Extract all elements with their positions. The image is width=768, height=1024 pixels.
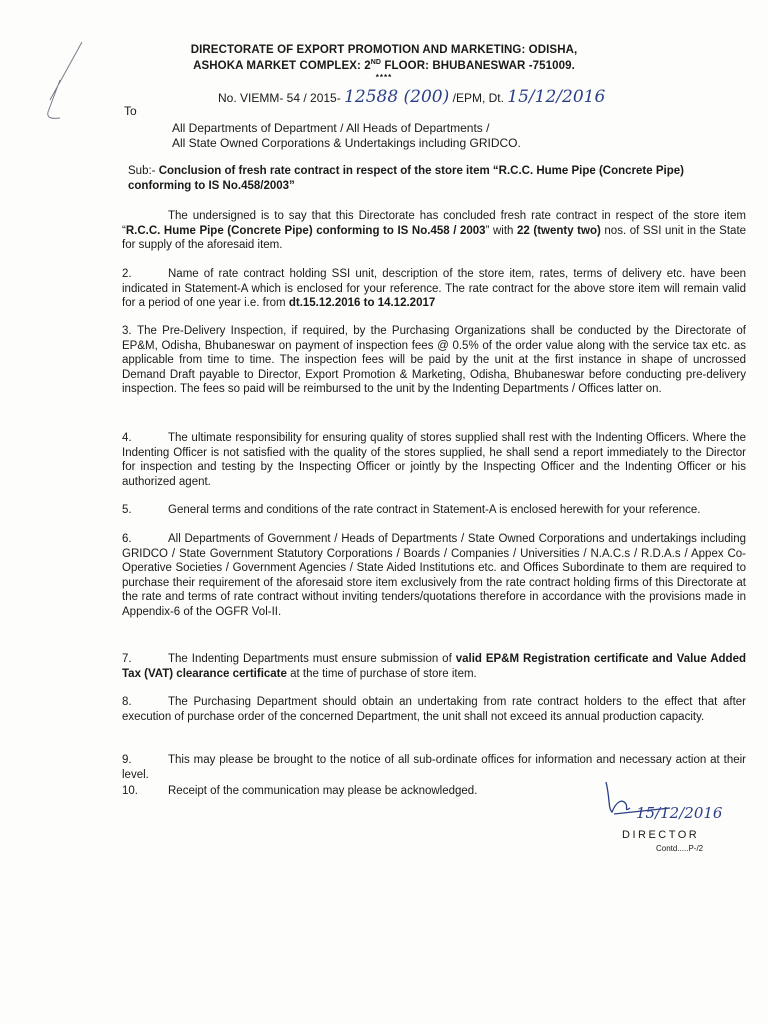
paragraph-3: 3. The Pre-Delivery Inspection, if required, by the Purchasing Organizations shall be conducted by the Directorate of EP&M, Odisha, Bhubaneswar on payment of inspection fees @ 0.5% of the order value along with the service tax etc. as applicable from time to time. The inspection fees will be paid by the unit at the first instance in shape of uncrossed Demand Draft payable to Director, Export Promotion & Marketing, Odisha, Bhubaneswar before conducting pre-delivery inspection. The fees so paid will be reimbursed to the unit by the Indenting Departments / Offices latter on. — [122, 325, 746, 395]
paragraph-5: 5. General terms and conditions of the rate contract in Statement-A is enclosed herewith for your reference. — [122, 504, 701, 516]
paragraph-7: 7. The Indenting Departments must ensure submission of valid EP&M Registration certificate and Value Added Tax (VAT) clearance certificate at the time of purchase of store item. — [122, 653, 746, 680]
paragraph-intro: The undersigned is to say that this Directorate has concluded fresh rate contract in respect of the store item “R.C.C. Hume Pipe (Concrete Pipe) conforming to IS No.458 / 2003” with 22 (twenty two) nos. of SSI unit in the State for supply of the aforesaid item. — [122, 210, 747, 251]
letterhead-line-1: DIRECTORATE OF EXPORT PROMOTION AND MARKETING: ODISHA, — [190, 44, 578, 56]
continued-note: Contd.....P-/2 — [656, 844, 704, 853]
addressee-line-1: All Departments of Department / All Heads of Departments / — [172, 121, 490, 135]
paragraph-10: 10. Receipt of the communication may please be acknowledged. — [122, 785, 478, 797]
reference-prefix: No. VIEMM- 54 / 2015- — [218, 91, 341, 105]
director-signature — [600, 778, 768, 828]
paragraph-2: 2. Name of rate contract holding SSI unit, description of the store item, rates, terms of delivery etc. have been indicated in Statement-A which is enclosed for your reference. The rate contract for the above store item will remain valid for a period of one year i.e. from dt.15.12.2016 to 14.12.2017 — [122, 268, 746, 309]
to-label: To — [124, 104, 137, 118]
paragraph-4: 4. The ultimate responsibility for ensuring quality of stores supplied shall rest with the Indenting Officers. Where the Indenting Officer is not satisfied with the quality of the stores supplied, he shall send a report immediately to the Director for inspection and testing by the Inspecting Officer or jointly by the Inspecting Officer and the Indenting Officer or his authorized agent. — [122, 432, 746, 488]
subject-text: Conclusion of fresh rate contract in respect of the store item “R.C.C. Hume Pipe (Concrete Pipe) conforming to IS No.458/2003” — [128, 165, 684, 192]
paragraph-9: 9. This may please be brought to the notice of all sub-ordinate offices for information and necessary action at their level. — [122, 754, 746, 781]
signature-handwritten-date: 15/12/2016 — [636, 804, 723, 822]
paragraph-8: 8. The Purchasing Department should obtain an undertaking from rate contract holders to the effect that after execution of purchase order of the concerned Department, the unit shall not exceed its annual production capacity. — [122, 696, 746, 723]
subject-line: Sub:- Conclusion of fresh rate contract in respect of the store item “R.C.C. Hume Pipe (Concrete Pipe) conforming to IS No.458/2003” — [128, 165, 684, 192]
handwritten-letter-date: 15/12/2016 — [507, 87, 606, 107]
letterhead-line-2: ASHOKA MARKET COMPLEX: 2ND FLOOR: BHUBANESWAR -751009. — [193, 59, 575, 72]
handwritten-letter-number: 12588 (200) — [344, 87, 450, 107]
signatory-title: DIRECTOR — [622, 829, 700, 841]
addressee-line-2: All State Owned Corporations & Undertakings including GRIDCO. — [172, 136, 521, 150]
reference-mid: /EPM, Dt. — [452, 91, 504, 105]
letterhead-stars: **** — [375, 73, 393, 82]
reference-line — [218, 87, 605, 107]
paragraph-6: 6. All Departments of Government / Heads of Departments / State Owned Corporations and undertakings including GRIDCO / State Government Statutory Corporations / Boards / Companies / Universities / N.A.C.s / R.D.A.s / Appex Co-Operative Societies / Government Agencies / State Aided Institutions etc. and Offices Subordinate to them are required to purchase their requirement of the aforesaid store item exclusively from the rate contract holding firms of this Directorate at the rate and terms of rate contract without inviting tenders/quotations therefore in accordance with the provisions made in Appendix-6 of the OGFR Vol-II. — [122, 533, 746, 618]
